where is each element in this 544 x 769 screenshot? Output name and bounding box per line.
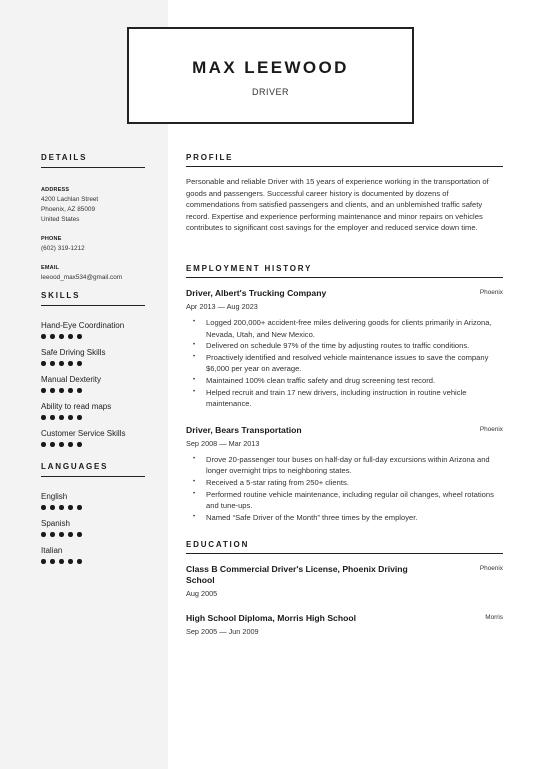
job-dates: Sep 2008 — Mar 2013: [186, 438, 260, 448]
rating-dot-icon: [68, 559, 73, 564]
address-line: Phoenix, AZ 85009: [41, 206, 96, 213]
rating-dots: [41, 334, 145, 340]
job-location: Phoenix: [479, 289, 503, 296]
address: [41, 195, 145, 225]
job-location: Phoenix: [479, 425, 503, 433]
education-title: High School Diploma, Morris High School: [186, 613, 356, 623]
rating-dots: [41, 415, 145, 421]
skill-item: [41, 321, 145, 340]
rating-dot-icon: [77, 388, 82, 393]
rating-dot-icon: [50, 505, 55, 510]
rating-dot-icon: [77, 559, 82, 564]
rating-dot-icon: [50, 442, 55, 447]
job-bullet: • Proactively identified and resolved vehicle maintenance issues to save the company $6,000 per year on average.: [186, 352, 503, 375]
rating-dot-icon: [77, 415, 82, 420]
education-list: [186, 564, 503, 636]
education-header: [186, 613, 503, 624]
rating-dot-icon: [59, 442, 64, 447]
jobs-list: [186, 288, 503, 523]
rating-dot-icon: [77, 532, 82, 537]
job-bullets: [186, 454, 503, 524]
skills-list: [41, 321, 145, 448]
education-entry: [186, 564, 503, 598]
job-entry: [186, 425, 503, 524]
job-title: Driver, Bears Transportation: [186, 424, 302, 435]
rating-dot-icon: [68, 505, 73, 510]
education-location: Morris: [485, 614, 503, 621]
rating-dots: [41, 442, 145, 448]
details-heading: DETAILS: [41, 153, 145, 168]
languages-list: [41, 492, 145, 565]
address-line: United States: [41, 216, 80, 223]
rating-dot-icon: [41, 388, 46, 393]
rating-dot-icon: [68, 361, 73, 366]
rating-dot-icon: [68, 442, 73, 447]
rating-dot-icon: [77, 334, 82, 339]
job-header: [186, 288, 503, 299]
rating-dot-icon: [50, 361, 55, 366]
rating-dot-icon: [68, 388, 73, 393]
employment-heading: EMPLOYMENT HISTORY: [186, 264, 503, 278]
address-label: ADDRESS: [41, 187, 70, 193]
language-item: [41, 519, 145, 538]
address-line: 4200 Lachlan Street: [41, 196, 99, 203]
job-bullets: [186, 317, 503, 410]
language-item-name: Italian: [41, 546, 63, 555]
language-item: [41, 546, 145, 565]
rating-dot-icon: [50, 415, 55, 420]
education-dates: Sep 2005 — Jun 2009: [186, 627, 259, 636]
rating-dot-icon: [50, 559, 55, 564]
name-header-box: [127, 27, 414, 124]
education-location: Phoenix: [479, 565, 503, 572]
education-header: [186, 564, 503, 586]
rating-dot-icon: [68, 334, 73, 339]
rating-dot-icon: [59, 334, 64, 339]
rating-dots: [41, 559, 145, 565]
language-item-name: English: [41, 492, 68, 501]
language-item-name: Spanish: [41, 519, 70, 528]
job-bullet: • Named “Safe Driver of the Month” three times by the employer.: [186, 512, 503, 524]
job-header: [186, 425, 503, 436]
email-address[interactable]: leeood_max534@gmail.com: [41, 274, 123, 281]
languages-section: [41, 462, 145, 565]
rating-dot-icon: [50, 532, 55, 537]
education-section: [186, 540, 503, 636]
phone-number: (602) 319-1212: [41, 245, 85, 252]
rating-dot-icon: [41, 442, 46, 447]
profile-heading: PROFILE: [186, 153, 503, 167]
rating-dots: [41, 388, 145, 394]
skill-item-name: Safe Driving Skills: [41, 348, 106, 357]
education-dates: Aug 2005: [186, 589, 218, 598]
phone-label: PHONE: [41, 236, 62, 242]
rating-dot-icon: [41, 559, 46, 564]
skill-item-name: Manual Dexterity: [41, 375, 102, 384]
job-bullet: • Drove 20-passenger tour buses on half-day or full-day excursions within Arizona and longer overnight trips to neighboring states.: [186, 454, 503, 477]
email-label: EMAIL: [41, 265, 60, 271]
rating-dot-icon: [41, 415, 46, 420]
employment-section: [186, 264, 503, 523]
job-bullet: • Received a 5-star rating from 250+ clients.: [186, 477, 503, 489]
rating-dot-icon: [59, 559, 64, 564]
languages-heading: LANGUAGES: [41, 462, 145, 477]
job-bullet: • Helped recruit and train 17 new drivers, including instruction in routine vehicle maintenance.: [186, 387, 503, 410]
rating-dot-icon: [77, 505, 82, 510]
job-bullet: • Performed routine vehicle maintenance, including regular oil changes, wheel rotations and tune-ups.: [186, 489, 503, 512]
rating-dot-icon: [59, 361, 64, 366]
rating-dot-icon: [77, 442, 82, 447]
profile-section: [186, 153, 503, 234]
skill-item: [41, 402, 145, 421]
rating-dot-icon: [50, 388, 55, 393]
rating-dot-icon: [41, 505, 46, 510]
profile-summary: Personable and reliable Driver with 15 years of experience working in the transportation of goods and passengers. Successful career history is documented by dozens of commendations from satisfied passengers and clients, and an unblemished traffic safety record. Expertise and experience performing maintenance and minor repairs on vehicles contributes to significant cost savings for the employer and reduced service down time.: [186, 177, 489, 232]
job-entry: [186, 288, 503, 410]
rating-dot-icon: [59, 505, 64, 510]
skill-item-name: Hand-Eye Coordination: [41, 321, 125, 330]
skill-item: [41, 375, 145, 394]
job-bullet: • Logged 200,000+ accident-free miles delivering goods for clients primarily in Arizona, Nevada, Utah, and New Mexico.: [186, 317, 503, 340]
job-title: Driver, Albert's Trucking Company: [186, 288, 327, 298]
rating-dot-icon: [59, 388, 64, 393]
education-heading: EDUCATION: [186, 540, 503, 554]
rating-dot-icon: [59, 415, 64, 420]
rating-dots: [41, 532, 145, 538]
rating-dots: [41, 505, 145, 511]
rating-dot-icon: [50, 334, 55, 339]
language-item: [41, 492, 145, 511]
skills-heading: SKILLS: [41, 291, 145, 306]
rating-dot-icon: [59, 532, 64, 537]
job-bullet: • Maintained 100% clean traffic safety and drug screening test record.: [186, 375, 503, 387]
education-entry: [186, 613, 503, 636]
rating-dot-icon: [41, 532, 46, 537]
rating-dots: [41, 361, 145, 367]
rating-dot-icon: [41, 361, 46, 366]
education-title: Class B Commercial Driver's License, Phoenix Driving School: [186, 564, 408, 585]
candidate-name: MAX LEEWOOD: [192, 58, 349, 77]
rating-dot-icon: [41, 334, 46, 339]
skill-item: [41, 429, 145, 448]
rating-dot-icon: [77, 361, 82, 366]
skill-item: [41, 348, 145, 367]
job-bullet: • Delivered on schedule 97% of the time by adjusting routes to traffic conditions.: [186, 340, 503, 352]
job-dates: Apr 2013 — Aug 2023: [186, 302, 258, 311]
rating-dot-icon: [68, 415, 73, 420]
job-role: DRIVER: [251, 87, 289, 97]
skill-item-name: Customer Service Skills: [41, 429, 126, 438]
details-section: [41, 153, 145, 283]
skills-section: [41, 291, 145, 448]
rating-dot-icon: [68, 532, 73, 537]
skill-item-name: Ability to read maps: [41, 402, 112, 411]
